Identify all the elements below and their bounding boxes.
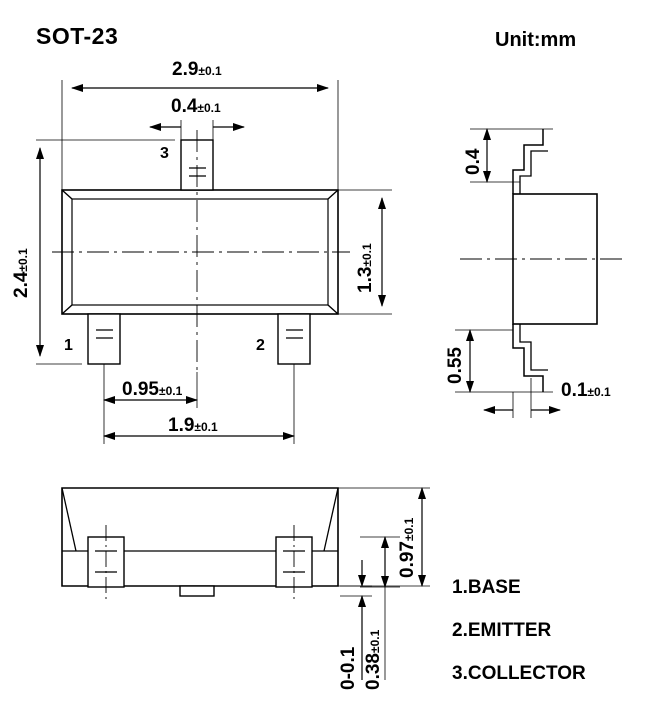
dim-side-stand-off — [446, 347, 465, 384]
dim-pitch-full-tol: ±0.1 — [194, 420, 218, 434]
dim-side-lead-thickness-tol: ±0.1 — [587, 385, 611, 399]
legend-item-emitter: 2.EMITTER — [452, 620, 552, 641]
dim-width-total-tol: ±0.1 — [198, 64, 222, 78]
dim-body-height-value: 1.3 — [355, 266, 376, 293]
dim-height-total-tol: ±0.1 — [16, 248, 30, 272]
pin-number-3: 3 — [160, 145, 169, 162]
dim-pitch-full-value: 1.9 — [168, 415, 195, 436]
dim-bottom-seating-value: 0-0.1 — [338, 646, 359, 690]
dim-width-total — [172, 60, 222, 79]
dim-pitch-half-tol: ±0.1 — [158, 384, 183, 398]
dim-width-total-value: 2.9 — [172, 59, 199, 80]
dim-bottom-lead-width-value: 0.38 — [363, 653, 384, 690]
pin-number-2: 2 — [256, 337, 265, 354]
unit-label: Unit:mm — [495, 29, 577, 51]
dim-lead-width-top-tol: ±0.1 — [197, 101, 221, 115]
dim-pitch-half-value: 0.95 — [122, 379, 159, 400]
dim-lead-width-top — [171, 97, 221, 116]
dim-pitch-full — [168, 416, 218, 435]
dim-side-lead-thickness — [561, 381, 611, 400]
dim-side-top-lead-value: 0.4 — [463, 148, 484, 175]
pin-number-1: 1 — [64, 337, 73, 354]
dim-body-height-tol: ±0.1 — [360, 243, 374, 267]
dim-side-lead-thickness-value: 0.1 — [561, 380, 588, 401]
dim-side-top-lead — [464, 149, 483, 175]
dim-bottom-body-width-tol: ±0.1 — [402, 517, 416, 542]
dim-bottom-lead-width — [364, 630, 383, 690]
dim-bottom-seating — [339, 647, 358, 690]
legend-item-collector: 3.COLLECTOR — [452, 663, 586, 684]
dim-side-stand-off-value: 0.55 — [445, 347, 466, 384]
dim-bottom-body-width-value: 0.97 — [397, 541, 418, 578]
dim-height-total-value: 2.4 — [11, 271, 32, 298]
dim-pitch-half — [122, 380, 182, 399]
dim-body-height — [356, 243, 375, 293]
dim-bottom-body-width — [398, 518, 417, 578]
dim-bottom-lead-width-tol: ±0.1 — [368, 629, 382, 654]
dim-lead-width-top-value: 0.4 — [171, 96, 198, 117]
page-title: SOT-23 — [36, 23, 119, 49]
legend-item-base: 1.BASE — [452, 577, 521, 598]
dim-height-total — [12, 248, 31, 298]
